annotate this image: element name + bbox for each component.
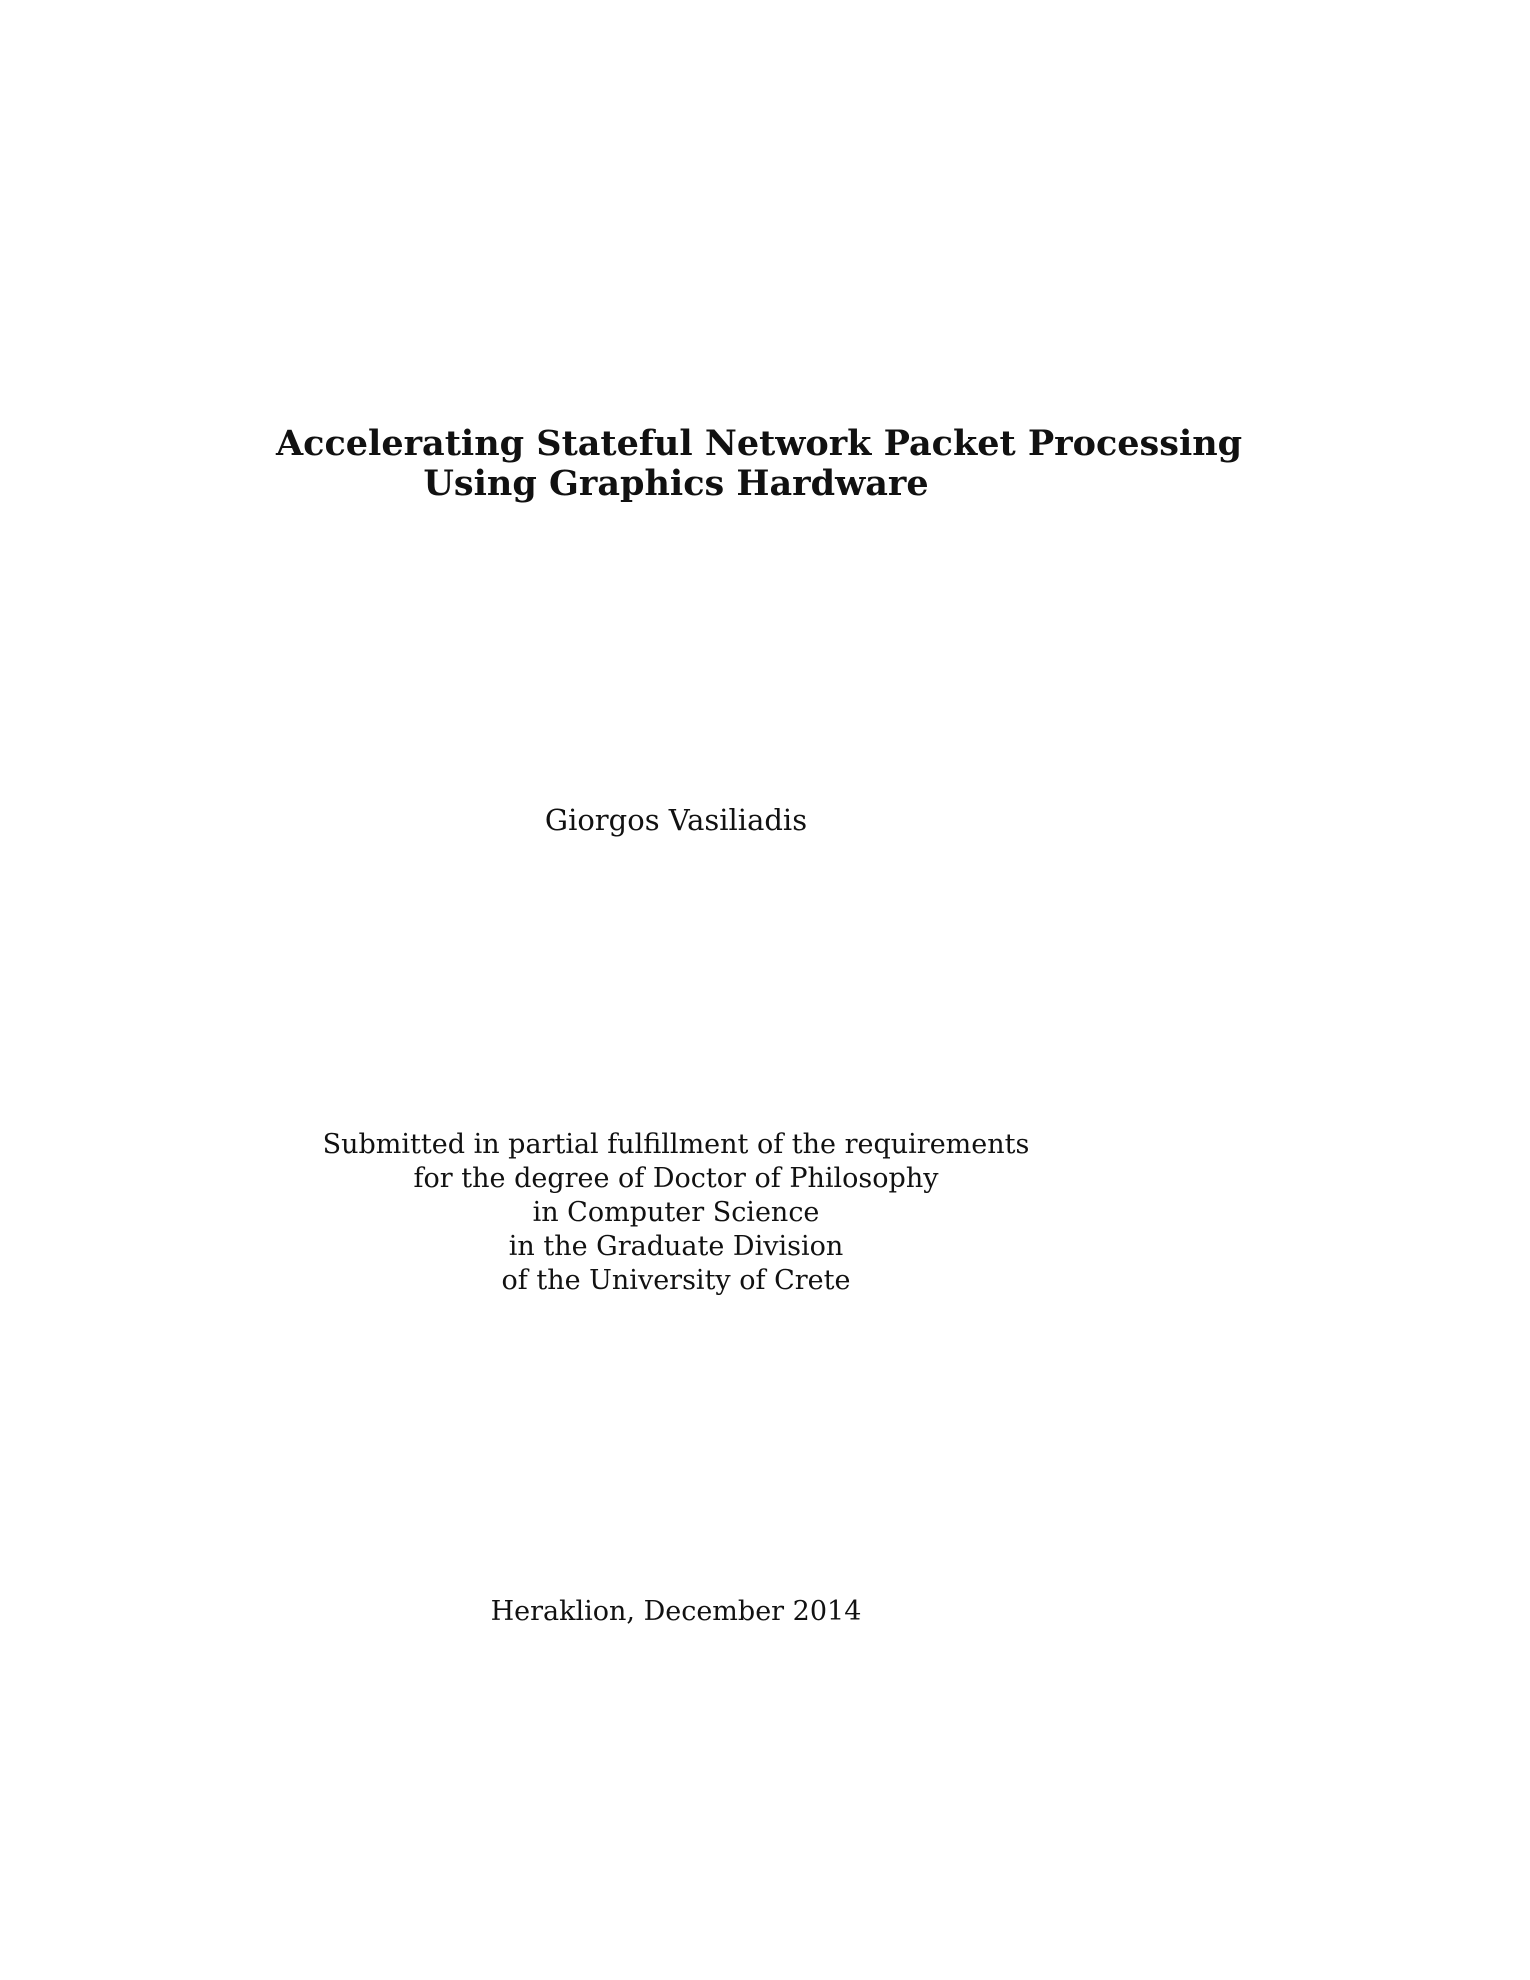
thesis-title-line-2: Using Graphics Hardware [423, 463, 929, 504]
submission-statement [276, 1128, 1076, 1298]
place-and-date: Heraklion, December 2014 [490, 1596, 862, 1627]
thesis-title [276, 423, 1243, 504]
thesis-title-line-1: Accelerating Stateful Network Packet Processing [276, 423, 1243, 464]
author-name: Giorgos Vasiliadis [544, 803, 808, 837]
submission-line-3: in Computer Science [532, 1197, 820, 1228]
submission-line-1: Submitted in partial fulfillment of the requirements [322, 1129, 1030, 1160]
submission-line-4: in the Graduate Division [508, 1231, 844, 1262]
submission-line-5: of the University of Crete [501, 1265, 851, 1296]
submission-line-2: for the degree of Doctor of Philosophy [413, 1163, 939, 1194]
